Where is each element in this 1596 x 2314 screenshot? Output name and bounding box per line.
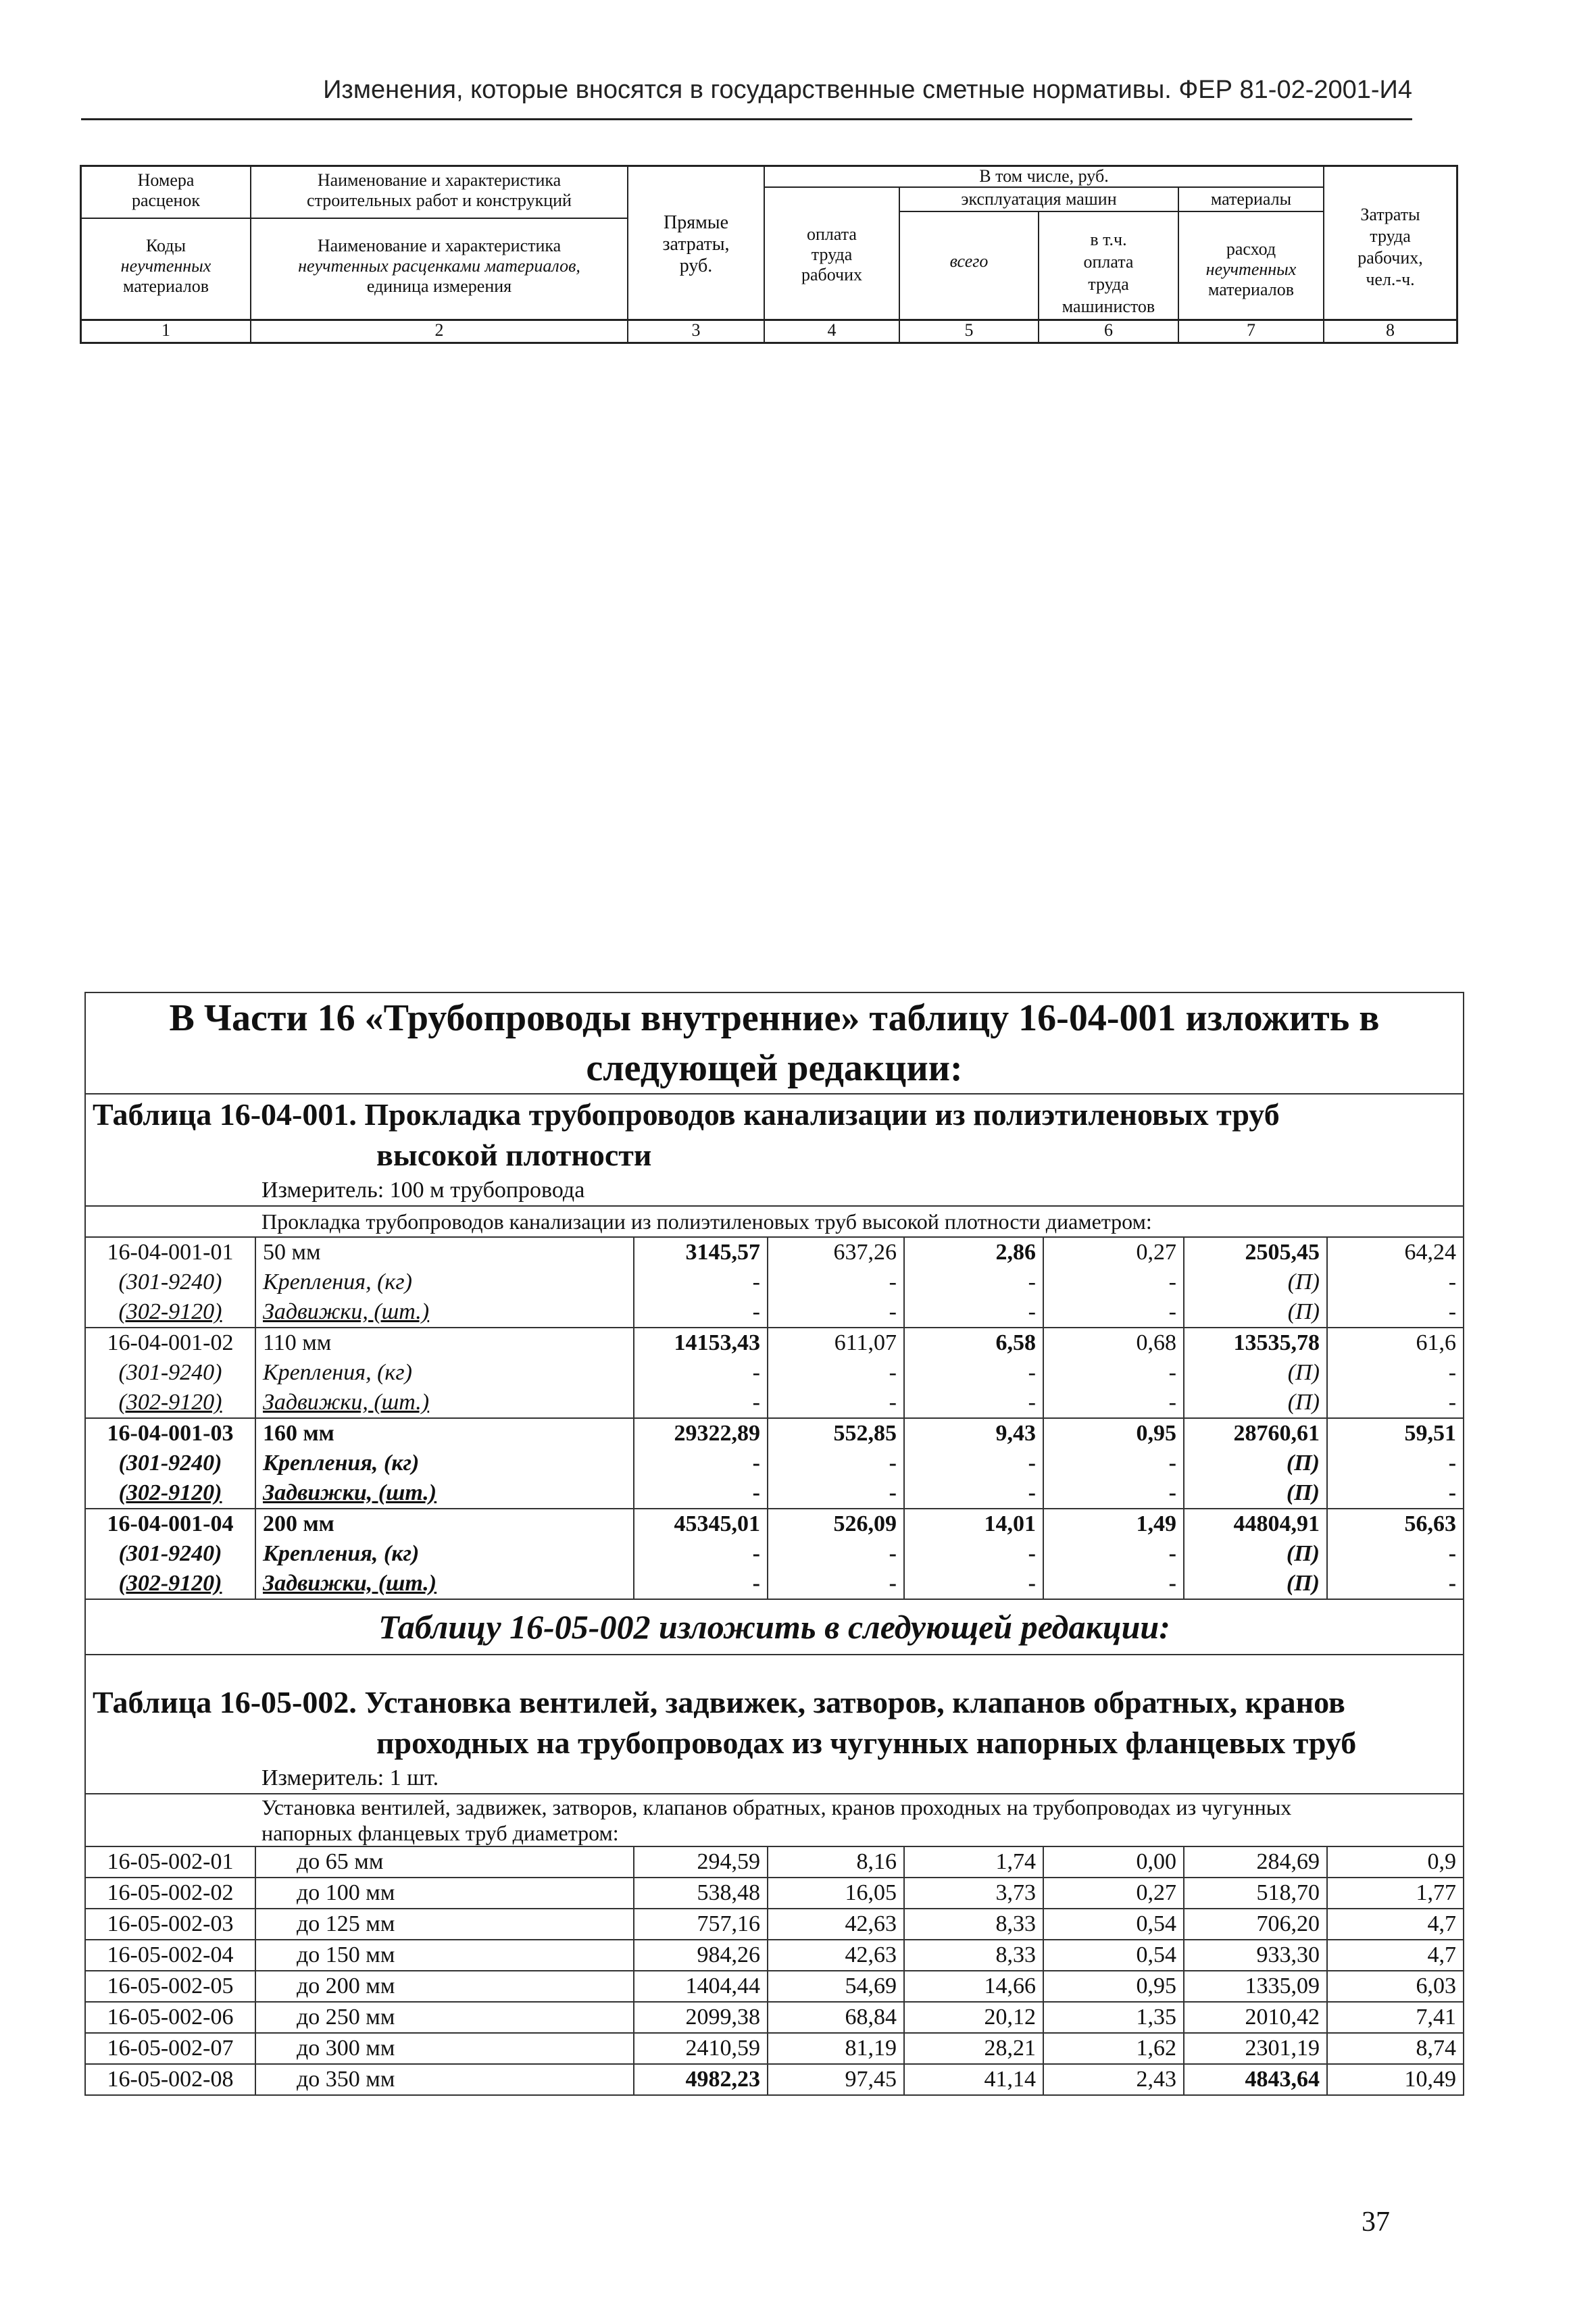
table2-title: Таблица 16-05-002. Установка вентилей, задвижек, затворов, клапанов обратных, кранов проходных на трубопроводах из чугунных напорных фланцевых труб — [85, 1655, 1464, 1763]
cell-col3: - — [634, 1539, 768, 1569]
cell-col2: до 65 мм — [255, 1846, 634, 1878]
cell-col1: 16-05-002-03 — [85, 1909, 255, 1940]
cell-col8: - — [1327, 1297, 1464, 1328]
cell-col1: 16-05-002-02 — [85, 1878, 255, 1909]
cell-col5: 1,74 — [904, 1846, 1043, 1878]
cell-col7: (П) — [1184, 1267, 1327, 1297]
cell-col1: (301-9240) — [85, 1358, 255, 1388]
cell-col3: 538,48 — [634, 1878, 768, 1909]
cell-col6: - — [1043, 1297, 1184, 1328]
cell-col8: - — [1327, 1358, 1464, 1388]
cell-col5: 6,58 — [904, 1328, 1043, 1358]
table1-material-row — [85, 1358, 1464, 1388]
hdr-col4: оплата труда рабочих — [801, 224, 863, 284]
cell-col1: (301-9240) — [85, 1539, 255, 1569]
hdr-col3: Прямые затраты, руб. — [662, 212, 730, 276]
cell-col1: 16-05-002-04 — [85, 1940, 255, 1971]
cell-col7: 2505,45 — [1184, 1237, 1327, 1267]
table2-row — [85, 2064, 1464, 2095]
table1-material-row — [85, 1478, 1464, 1509]
cell-col6: 2,43 — [1043, 2064, 1184, 2095]
cell-col3: - — [634, 1449, 768, 1478]
cell-col8: 10,49 — [1327, 2064, 1464, 2095]
table2-measure: Измеритель: 1 шт. — [85, 1763, 1464, 1794]
cell-col6: - — [1043, 1358, 1184, 1388]
cell-col4: 8,16 — [768, 1846, 904, 1878]
cell-col2: Крепления, (кг) — [255, 1358, 634, 1388]
hdr-col6: в т.ч. оплата труда машинистов — [1062, 230, 1155, 316]
table1-material-row — [85, 1297, 1464, 1328]
cell-col6: 1,62 — [1043, 2033, 1184, 2064]
cell-col3: - — [634, 1478, 768, 1509]
cell-col2: до 125 мм — [255, 1909, 634, 1940]
cell-col8: - — [1327, 1449, 1464, 1478]
cell-col6: - — [1043, 1569, 1184, 1599]
cell-col3: - — [634, 1569, 768, 1599]
cell-col1: 16-04-001-02 — [85, 1328, 255, 1358]
table1-row — [85, 1509, 1464, 1539]
cell-col7: 933,30 — [1184, 1940, 1327, 1971]
table1-row — [85, 1328, 1464, 1358]
hdr-num-7: 7 — [1247, 320, 1255, 340]
cell-col8: - — [1327, 1569, 1464, 1599]
table2-subheading: Установка вентилей, задвижек, затворов, клапанов обратных, кранов проходных на трубопроводах из чугунных напорных фланцевых труб диаметром: — [85, 1794, 1464, 1846]
cell-col1: 16-05-002-01 — [85, 1846, 255, 1878]
hdr-num-6: 6 — [1104, 320, 1113, 340]
cell-col3: 29322,89 — [634, 1418, 768, 1449]
cell-col2: 160 мм — [255, 1418, 634, 1449]
cell-col4: 54,69 — [768, 1971, 904, 2002]
hdr-num-4: 4 — [827, 320, 837, 340]
hdr-num-8: 8 — [1386, 320, 1395, 340]
cell-col4: 611,07 — [768, 1328, 904, 1358]
cell-col3: 3145,57 — [634, 1237, 768, 1267]
cell-col8: 7,41 — [1327, 2002, 1464, 2033]
cell-col5: 20,12 — [904, 2002, 1043, 2033]
table1-material-row — [85, 1388, 1464, 1418]
cell-col2: до 150 мм — [255, 1940, 634, 1971]
cell-col8: - — [1327, 1388, 1464, 1418]
cell-col7: 2010,42 — [1184, 2002, 1327, 2033]
cell-col8: 4,7 — [1327, 1940, 1464, 1971]
cell-col2: до 200 мм — [255, 1971, 634, 2002]
cell-col1: (301-9240) — [85, 1267, 255, 1297]
cell-col8: 8,74 — [1327, 2033, 1464, 2064]
cell-col5: 8,33 — [904, 1909, 1043, 1940]
cell-col7: 518,70 — [1184, 1878, 1327, 1909]
running-header: Изменения, которые вносятся в государственные сметные нормативы. ФЕР 81-02-2001-И4 — [323, 76, 1412, 104]
cell-col7: (П) — [1184, 1297, 1327, 1328]
cell-col3: 2410,59 — [634, 2033, 768, 2064]
cell-col8: 64,24 — [1327, 1237, 1464, 1267]
cell-col4: 637,26 — [768, 1237, 904, 1267]
cell-col3: 2099,38 — [634, 2002, 768, 2033]
cell-col4: 97,45 — [768, 2064, 904, 2095]
cell-col1: (302-9120) — [85, 1478, 255, 1509]
cell-col7: 28760,61 — [1184, 1418, 1327, 1449]
hdr-num-2: 2 — [434, 320, 444, 340]
cell-col4: 552,85 — [768, 1418, 904, 1449]
cell-col6: 0,27 — [1043, 1878, 1184, 1909]
cell-col8: 56,63 — [1327, 1509, 1464, 1539]
cell-col5: 9,43 — [904, 1418, 1043, 1449]
hdr-num-1: 1 — [161, 320, 170, 340]
cell-col5: - — [904, 1569, 1043, 1599]
cell-col5: - — [904, 1358, 1043, 1388]
header-rule — [81, 118, 1412, 120]
cell-col6: 1,49 — [1043, 1509, 1184, 1539]
table1-body — [85, 1237, 1464, 1599]
cell-col3: 1404,44 — [634, 1971, 768, 2002]
cell-col4: - — [768, 1297, 904, 1328]
cell-col5: - — [904, 1539, 1043, 1569]
cell-col6: - — [1043, 1388, 1184, 1418]
hdr-machines: эксплуатация машин — [961, 189, 1117, 209]
cell-col5: 28,21 — [904, 2033, 1043, 2064]
cell-col7: 13535,78 — [1184, 1328, 1327, 1358]
hdr-col1-bottom: Коды неучтенных материалов — [120, 236, 211, 296]
table1-material-row — [85, 1267, 1464, 1297]
cell-col7: (П) — [1184, 1478, 1327, 1509]
cell-col1: 16-04-001-03 — [85, 1418, 255, 1449]
table2-row — [85, 1909, 1464, 1940]
cell-col6: 0,00 — [1043, 1846, 1184, 1878]
cell-col2: до 100 мм — [255, 1878, 634, 1909]
cell-col2: Крепления, (кг) — [255, 1449, 634, 1478]
cell-col6: 1,35 — [1043, 2002, 1184, 2033]
hdr-col2-top: Наименование и характеристика строительных работ и конструкций — [307, 170, 572, 210]
cell-col1: (302-9120) — [85, 1569, 255, 1599]
cell-col7: 1335,09 — [1184, 1971, 1327, 2002]
cell-col6: 0,68 — [1043, 1328, 1184, 1358]
cell-col5: 2,86 — [904, 1237, 1043, 1267]
table2-row — [85, 1940, 1464, 1971]
cell-col1: (302-9120) — [85, 1297, 255, 1328]
table2-caption: Таблицу 16-05-002 изложить в следующей редакции: — [85, 1599, 1464, 1655]
cell-col4: - — [768, 1478, 904, 1509]
cell-col7: (П) — [1184, 1358, 1327, 1388]
cell-col7: (П) — [1184, 1388, 1327, 1418]
column-header-table — [80, 165, 1458, 345]
cell-col4: - — [768, 1569, 904, 1599]
table1-title: Таблица 16-04-001. Прокладка трубопроводов канализации из полиэтиленовых труб высокой плотности — [85, 1094, 1464, 1176]
cell-col3: - — [634, 1358, 768, 1388]
cell-col1: (302-9120) — [85, 1388, 255, 1418]
cell-col2: до 300 мм — [255, 2033, 634, 2064]
cell-col4: 526,09 — [768, 1509, 904, 1539]
cell-col7: 4843,64 — [1184, 2064, 1327, 2095]
table2-row — [85, 2002, 1464, 2033]
cell-col3: - — [634, 1297, 768, 1328]
cell-col7: 706,20 — [1184, 1909, 1327, 1940]
cell-col6: 0,95 — [1043, 1971, 1184, 2002]
table1-measure: Измеритель: 100 м трубопровода — [85, 1176, 1464, 1206]
cell-col2: 200 мм — [255, 1509, 634, 1539]
cell-col8: 1,77 — [1327, 1878, 1464, 1909]
hdr-col8: Затраты труда рабочих, чел.-ч. — [1357, 205, 1423, 289]
cell-col4: - — [768, 1539, 904, 1569]
cell-col7: (П) — [1184, 1539, 1327, 1569]
cell-col1: 16-05-002-07 — [85, 2033, 255, 2064]
part-title: В Части 16 «Трубопроводы внутренние» таблицу 16-04-001 изложить в следующей редакции: — [85, 992, 1464, 1094]
cell-col5: 14,66 — [904, 1971, 1043, 2002]
cell-col6: 0,54 — [1043, 1940, 1184, 1971]
table1-material-row — [85, 1539, 1464, 1569]
page-number: 37 — [1362, 2207, 1390, 2238]
cell-col6: - — [1043, 1449, 1184, 1478]
cell-col3: - — [634, 1267, 768, 1297]
table1-row — [85, 1418, 1464, 1449]
cell-col3: 984,26 — [634, 1940, 768, 1971]
cell-col5: - — [904, 1267, 1043, 1297]
hdr-col5: всего — [949, 251, 989, 271]
cell-col4: 16,05 — [768, 1878, 904, 1909]
cell-col2: Задвижки, (шт.) — [255, 1388, 634, 1418]
cell-col8: 59,51 — [1327, 1418, 1464, 1449]
cell-col3: - — [634, 1388, 768, 1418]
cell-col3: 757,16 — [634, 1909, 768, 1940]
cell-col6: 0,27 — [1043, 1237, 1184, 1267]
cell-col4: - — [768, 1267, 904, 1297]
cell-col5: - — [904, 1297, 1043, 1328]
cell-col1: 16-04-001-04 — [85, 1509, 255, 1539]
table2-row — [85, 1971, 1464, 2002]
cell-col5: - — [904, 1449, 1043, 1478]
cell-col1: 16-05-002-06 — [85, 2002, 255, 2033]
table2-body — [85, 1846, 1464, 2095]
hdr-col2-bottom: Наименование и характеристика неучтенных расценками материалов, единица измерения — [298, 236, 580, 296]
cell-col8: - — [1327, 1478, 1464, 1509]
cell-col2: 50 мм — [255, 1237, 634, 1267]
cell-col2: Крепления, (кг) — [255, 1539, 634, 1569]
cell-col6: 0,95 — [1043, 1418, 1184, 1449]
cell-col7: 284,69 — [1184, 1846, 1327, 1878]
cell-col2: Задвижки, (шт.) — [255, 1478, 634, 1509]
cell-col4: 68,84 — [768, 2002, 904, 2033]
hdr-col7: расход неучтенных материалов — [1205, 239, 1297, 299]
hdr-col1-top: Номера расценок — [131, 170, 201, 210]
cell-col8: 6,03 — [1327, 1971, 1464, 2002]
cell-col4: 81,19 — [768, 2033, 904, 2064]
cell-col8: 0,9 — [1327, 1846, 1464, 1878]
cell-col2: Задвижки, (шт.) — [255, 1297, 634, 1328]
cell-col3: 14153,43 — [634, 1328, 768, 1358]
cell-col4: 42,63 — [768, 1909, 904, 1940]
table1-material-row — [85, 1449, 1464, 1478]
cell-col1: 16-05-002-08 — [85, 2064, 255, 2095]
cell-col8: 4,7 — [1327, 1909, 1464, 1940]
cell-col3: 4982,23 — [634, 2064, 768, 2095]
cell-col5: - — [904, 1388, 1043, 1418]
cell-col8: - — [1327, 1267, 1464, 1297]
norms-table — [84, 992, 1464, 2096]
cell-col6: - — [1043, 1478, 1184, 1509]
table2-row — [85, 2033, 1464, 2064]
table1-row — [85, 1237, 1464, 1267]
cell-col4: - — [768, 1358, 904, 1388]
table2-row — [85, 1846, 1464, 1878]
cell-col4: - — [768, 1388, 904, 1418]
cell-col8: - — [1327, 1539, 1464, 1569]
table1-material-row — [85, 1569, 1464, 1599]
cell-col1: 16-05-002-05 — [85, 1971, 255, 2002]
cell-col8: 61,6 — [1327, 1328, 1464, 1358]
cell-col6: 0,54 — [1043, 1909, 1184, 1940]
cell-col6: - — [1043, 1539, 1184, 1569]
hdr-group: В том числе, руб. — [979, 166, 1109, 186]
cell-col2: Крепления, (кг) — [255, 1267, 634, 1297]
hdr-num-3: 3 — [691, 320, 701, 340]
cell-col7: 2301,19 — [1184, 2033, 1327, 2064]
cell-col5: 14,01 — [904, 1509, 1043, 1539]
table1-subheading: Прокладка трубопроводов канализации из полиэтиленовых труб высокой плотности диаметром: — [85, 1206, 1464, 1237]
cell-col7: 44804,91 — [1184, 1509, 1327, 1539]
hdr-num-5: 5 — [964, 320, 974, 340]
cell-col3: 294,59 — [634, 1846, 768, 1878]
cell-col2: до 350 мм — [255, 2064, 634, 2095]
cell-col2: до 250 мм — [255, 2002, 634, 2033]
cell-col6: - — [1043, 1267, 1184, 1297]
cell-col4: - — [768, 1449, 904, 1478]
cell-col3: 45345,01 — [634, 1509, 768, 1539]
cell-col5: 3,73 — [904, 1878, 1043, 1909]
cell-col5: 8,33 — [904, 1940, 1043, 1971]
cell-col5: 41,14 — [904, 2064, 1043, 2095]
cell-col1: 16-04-001-01 — [85, 1237, 255, 1267]
cell-col5: - — [904, 1478, 1043, 1509]
cell-col2: 110 мм — [255, 1328, 634, 1358]
cell-col7: (П) — [1184, 1569, 1327, 1599]
cell-col2: Задвижки, (шт.) — [255, 1569, 634, 1599]
cell-col1: (301-9240) — [85, 1449, 255, 1478]
table2-row — [85, 1878, 1464, 1909]
cell-col7: (П) — [1184, 1449, 1327, 1478]
hdr-materials: материалы — [1210, 189, 1292, 209]
cell-col4: 42,63 — [768, 1940, 904, 1971]
